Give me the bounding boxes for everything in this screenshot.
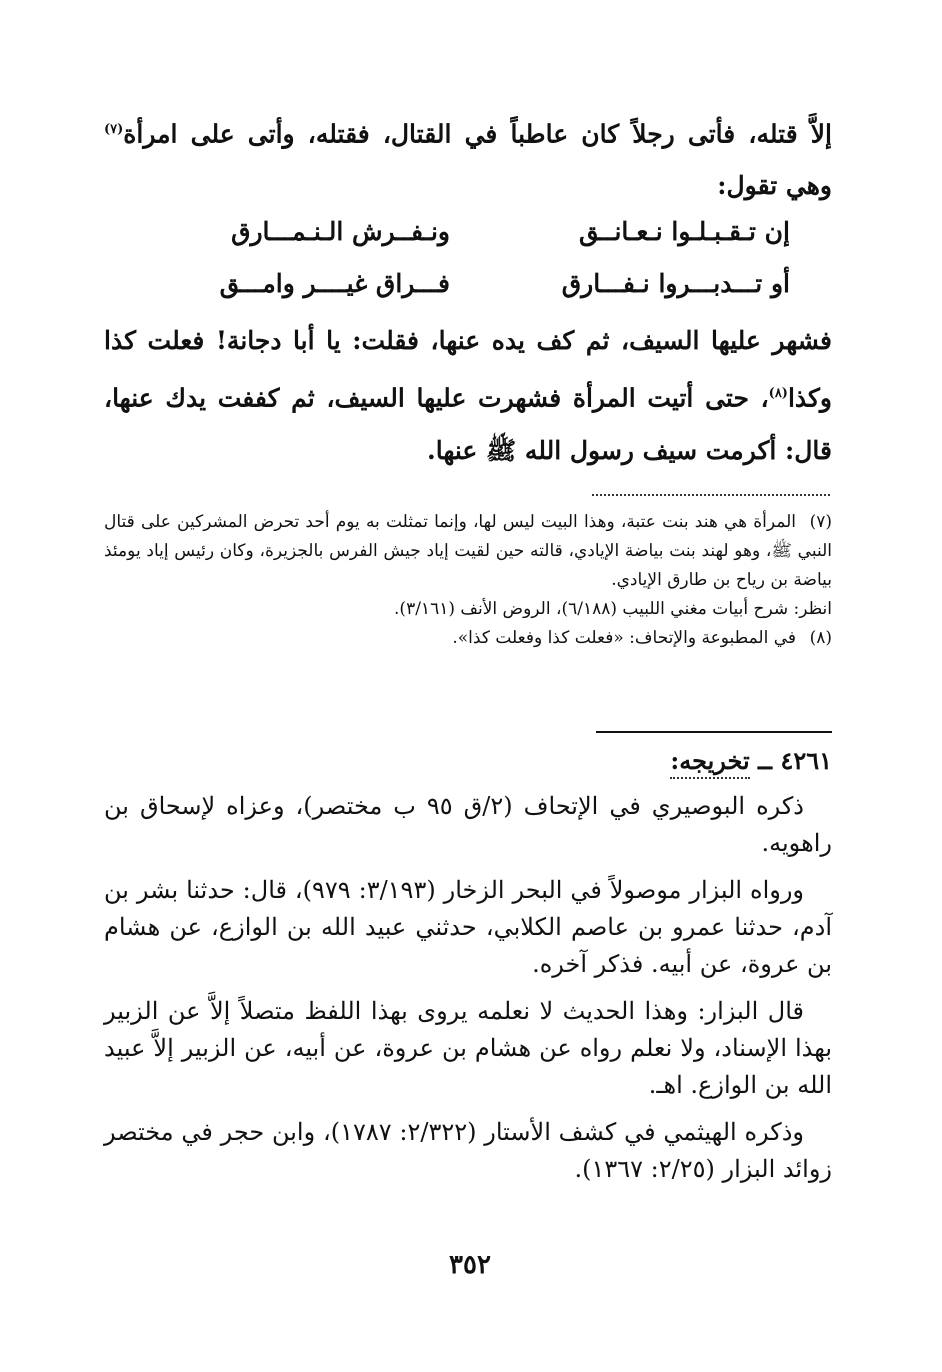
takhrij-paragraph-2: ورواه البزار موصولاً في البحر الزخار (٣/١٩٣: ٩٧٩)، قال: حدثنا بشر بن آدم، حدثنا عمرو بن عاصم الكلابي، حدثني عبيد الله بن الوازع، عن هشام بن عروة، عن أبيه. فذكر آخره.: [104, 876, 832, 978]
takhrij-paragraph-3: قال البزار: وهذا الحديث لا نعلمه يروى بهذا اللفظ متصلاً إلاَّ عن الزبير بهذا الإسناد، ولا نعلم رواه عن هشام بن عروة، عن أبيه، عن الزبير إلاَّ عبيد الله بن الوازع. اهـ.: [104, 997, 832, 1099]
footnotes: [104, 508, 832, 653]
footnote-7-label: (٧): [809, 512, 832, 532]
poem-line-1-first-hemistich: إن تـقـبـلـوا نـعـانــق: [578, 217, 790, 246]
hadith-number: ٤٢٦١ ــ: [758, 746, 832, 775]
takhrij-title: تخريجه:: [670, 746, 749, 779]
poem-line-1: [150, 206, 790, 258]
poem: [150, 206, 790, 310]
poem-line-2: [150, 258, 790, 310]
footnote-7-text: المرأة هي هند بنت عتبة، وهذا البيت ليس لها، وإنما تمثلت به يوم أحد تحرض المشركين على قتال النبي ﷺ، وهو لهند بنت بياضة الإيادي، قالته حين لقيت إياد جيش الفرس بالجزيرة، وكان رئيس إياد يومئذ بياضة بن رياح بن طارق الإيادي.: [104, 512, 832, 590]
main-text-part2: وهي تقول:: [717, 171, 832, 201]
footnote-separator: [592, 494, 830, 496]
poem-line-2-second-hemistich: فـــراق غيــــر وامـــق: [219, 269, 450, 298]
footnote-7: [104, 508, 832, 595]
poem-line-1-second-hemistich: ونـفــرش الـنـمـــارق: [231, 217, 450, 246]
takhrij-paragraph-1: ذكره البوصيري في الإتحاف (٢/ق ٩٥ ب مختصر)، وعزاه لإسحاق بن راهويه.: [104, 792, 832, 857]
footnote-8-label: (٨): [809, 628, 832, 648]
poem-line-2-first-hemistich: أو تـــدبـــروا نـفـــارق: [561, 269, 790, 298]
footnote-7-reference: انظر: شرح أبيات مغني اللبيب (٦/١٨٨)، الروض الأنف (٣/١٦١).: [394, 599, 832, 619]
footnote-8-text: في المطبوعة والإتحاف: «فعلت كذا وفعلت كذا».: [452, 628, 796, 648]
footnote-8: [104, 624, 832, 653]
page-number: ٣٥٢: [449, 1250, 491, 1280]
takhrij-body: [104, 788, 832, 1198]
takhrij-paragraph-4: وذكره الهيثمي في كشف الأستار (٢/٣٢٢: ١٧٨٧)، وابن حجر في مختصر زوائد البزار (٢/٢٥: ١٣٦٧).: [104, 1118, 832, 1183]
footnote-7-marker: (٧): [104, 122, 124, 137]
footnote-8-marker: (٨): [768, 386, 788, 401]
paragraph-2-part2: ، حتى أتيت المرأة فشهرت عليها السيف، ثم كففت يدك عنها، قال: أكرمت سيف رسول الله ﷺ عنها.: [104, 383, 832, 466]
takhrij-heading: [670, 744, 832, 778]
main-text-part1: إلاَّ قتله، فأتى رجلاً كان عاطباً في القتال، فقتله، وأتى على امرأة: [123, 119, 832, 149]
paragraph-2-part1: فشهر عليها السيف، ثم كف يده عنها، فقلت: يا أبا دجانة! فعلت كذا وكذا: [104, 326, 832, 413]
main-paragraph-2: [104, 314, 832, 477]
main-paragraph-1: [104, 104, 832, 212]
section-rule: [596, 731, 832, 733]
